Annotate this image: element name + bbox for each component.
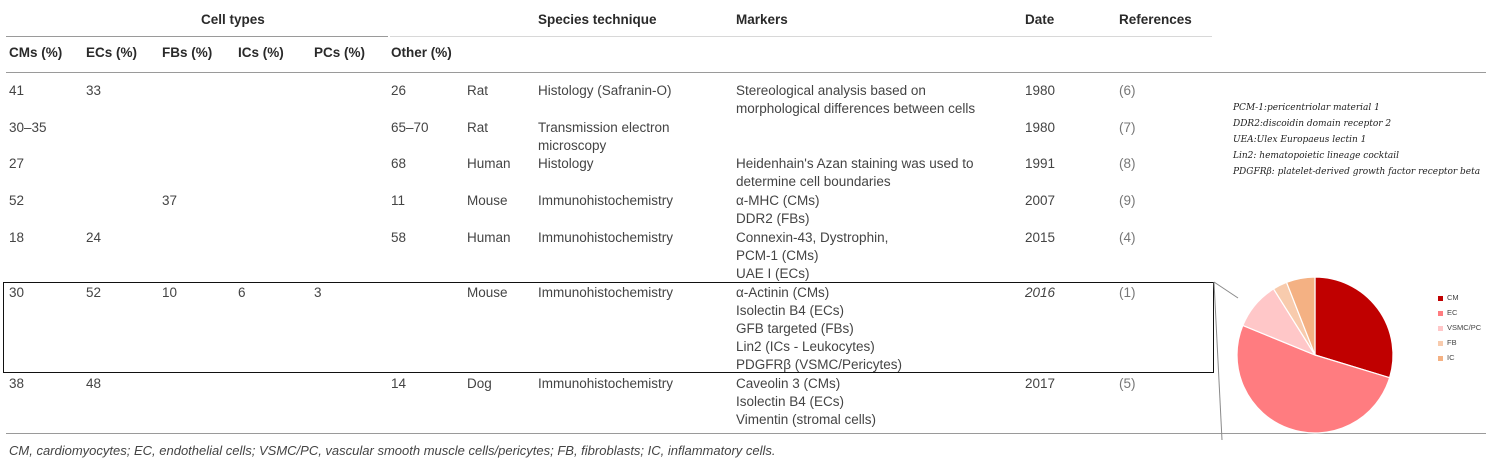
legend-label: EC <box>1447 308 1458 317</box>
cell-ref: (7) <box>1119 120 1136 135</box>
cell-marker: α-Actinin (CMs) <box>736 285 830 300</box>
cell-marker: DDR2 (FBs) <box>736 211 810 226</box>
legend-entry <box>1438 338 1457 348</box>
cell-marker: determine cell boundaries <box>736 174 891 189</box>
cell-other: 58 <box>391 230 407 245</box>
cell-date: 2016 <box>1025 285 1056 300</box>
cell-date: 2015 <box>1025 230 1056 245</box>
note-ddr2: DDR2:discoidin domain receptor 2 <box>1233 119 1392 129</box>
cell-cms: 30–35 <box>9 120 47 135</box>
cell-pcs: 3 <box>314 285 322 300</box>
cell-ref: (4) <box>1119 230 1136 245</box>
cell-marker: Isolectin B4 (ECs) <box>736 303 845 318</box>
cell-other: 11 <box>391 193 406 208</box>
header-date: Date <box>1025 12 1055 27</box>
cell-date: 1991 <box>1025 156 1056 171</box>
legend-swatch <box>1438 326 1443 331</box>
cell-marker: Connexin-43, Dystrophin, <box>736 230 889 245</box>
cell-marker: GFB targeted (FBs) <box>736 321 854 336</box>
cell-species: Rat <box>467 83 489 98</box>
cell-other: 26 <box>391 83 407 98</box>
pie-connector-lines <box>1214 282 1238 440</box>
cell-technique: Immunohistochemistry <box>538 376 674 391</box>
cell-date: 2017 <box>1025 376 1056 391</box>
cell-ref: (8) <box>1119 156 1136 171</box>
cell-ecs: 48 <box>86 376 102 391</box>
cell-technique: microscopy <box>538 138 607 153</box>
cell-technique: Immunohistochemistry <box>538 285 674 300</box>
pie-connector-line <box>1214 282 1238 298</box>
cell-ecs: 24 <box>86 230 102 245</box>
subheader-ecs: ECs (%) <box>86 45 138 60</box>
note-pdgfrb: PDGFRβ: platelet-derived growth factor receptor beta <box>1233 167 1481 177</box>
legend-swatch <box>1438 296 1443 301</box>
header-rule-right <box>390 36 1212 37</box>
cell-species: Dog <box>467 376 492 391</box>
cell-marker: Lin2 (ICs - Leukocytes) <box>736 339 875 354</box>
cell-marker: Stereological analysis based on <box>736 83 926 98</box>
cell-cms: 52 <box>9 193 25 208</box>
header-rule <box>6 36 388 37</box>
subheader-fbs: FBs (%) <box>162 45 213 60</box>
cell-species: Human <box>467 156 511 171</box>
cell-marker: morphological differences between cells <box>736 101 976 116</box>
legend-entry <box>1438 308 1457 318</box>
cell-other: 14 <box>391 376 407 391</box>
cell-ref: (6) <box>1119 83 1136 98</box>
cell-technique: Transmission electron <box>538 120 670 135</box>
cell-other: 65–70 <box>391 120 429 135</box>
subheader-rule <box>6 72 1486 73</box>
subheader-ics: ICs (%) <box>238 45 284 60</box>
cell-marker: PDGFRβ (VSMC/Pericytes) <box>736 357 903 372</box>
note-lin2: Lin2: hematopoietic lineage cocktail <box>1233 151 1399 161</box>
cell-cms: 27 <box>9 156 25 171</box>
cell-species: Human <box>467 230 511 245</box>
legend-swatch <box>1438 311 1443 316</box>
cell-marker: UAE I (ECs) <box>736 266 810 281</box>
header-references: References <box>1119 12 1192 27</box>
cell-ref: (9) <box>1119 193 1136 208</box>
cell-fbs: 10 <box>162 285 178 300</box>
cell-cms: 38 <box>9 376 25 391</box>
cell-ecs: 52 <box>86 285 102 300</box>
cell-fbs: 37 <box>162 193 178 208</box>
cell-cms: 30 <box>9 285 25 300</box>
cell-marker: PCM-1 (CMs) <box>736 248 819 263</box>
legend-label: VSMC/PC <box>1447 323 1482 332</box>
subheader-pcs: PCs (%) <box>314 45 366 60</box>
cell-species: Mouse <box>467 285 508 300</box>
legend-entry <box>1438 323 1481 333</box>
cell-technique: Immunohistochemistry <box>538 193 674 208</box>
cell-technique: Histology <box>538 156 594 171</box>
cell-ics: 6 <box>238 285 246 300</box>
subheader-cms: CMs (%) <box>9 45 63 60</box>
cell-species: Rat <box>467 120 489 135</box>
cell-other: 68 <box>391 156 407 171</box>
cell-technique: Histology (Safranin-O) <box>538 83 672 98</box>
cell-ref: (1) <box>1119 285 1136 300</box>
legend-entry <box>1438 293 1459 303</box>
cell-ecs: 33 <box>86 83 102 98</box>
cell-date: 2007 <box>1025 193 1056 208</box>
cell-date: 1980 <box>1025 120 1056 135</box>
cell-cms: 18 <box>9 230 25 245</box>
cell-marker: Heidenhain's Azan staining was used to <box>736 156 974 171</box>
cell-marker: Caveolin 3 (CMs) <box>736 376 841 391</box>
cell-marker: Vimentin (stromal cells) <box>736 412 877 427</box>
note-uea: UEA:Ulex Europaeus lectin 1 <box>1233 135 1367 145</box>
legend-entry <box>1438 353 1455 363</box>
header-markers: Markers <box>736 12 788 27</box>
subheader-other: Other (%) <box>391 45 452 60</box>
cell-marker: Isolectin B4 (ECs) <box>736 394 845 409</box>
cell-marker: α-MHC (CMs) <box>736 193 820 208</box>
note-pcm1: PCM-1:pericentriolar material 1 <box>1233 103 1380 113</box>
legend-swatch <box>1438 356 1443 361</box>
header-species-technique: Species technique <box>538 12 657 27</box>
header-cell-types: Cell types <box>201 12 265 27</box>
cell-cms: 41 <box>9 83 25 98</box>
cell-technique: Immunohistochemistry <box>538 230 674 245</box>
legend-label: FB <box>1447 338 1457 347</box>
cell-type-pie-chart <box>1210 240 1440 440</box>
footnote: CM, cardiomyocytes; EC, endothelial cells; VSMC/PC, vascular smooth muscle cells/pericytes; FB, fibroblasts; IC, inflammatory cells. <box>9 443 776 458</box>
cell-species: Mouse <box>467 193 508 208</box>
pie-connector-line <box>1214 282 1222 440</box>
legend-label: IC <box>1447 353 1455 362</box>
cell-date: 1980 <box>1025 83 1056 98</box>
legend-swatch <box>1438 341 1443 346</box>
legend-label: CM <box>1447 293 1459 302</box>
cell-ref: (5) <box>1119 376 1136 391</box>
